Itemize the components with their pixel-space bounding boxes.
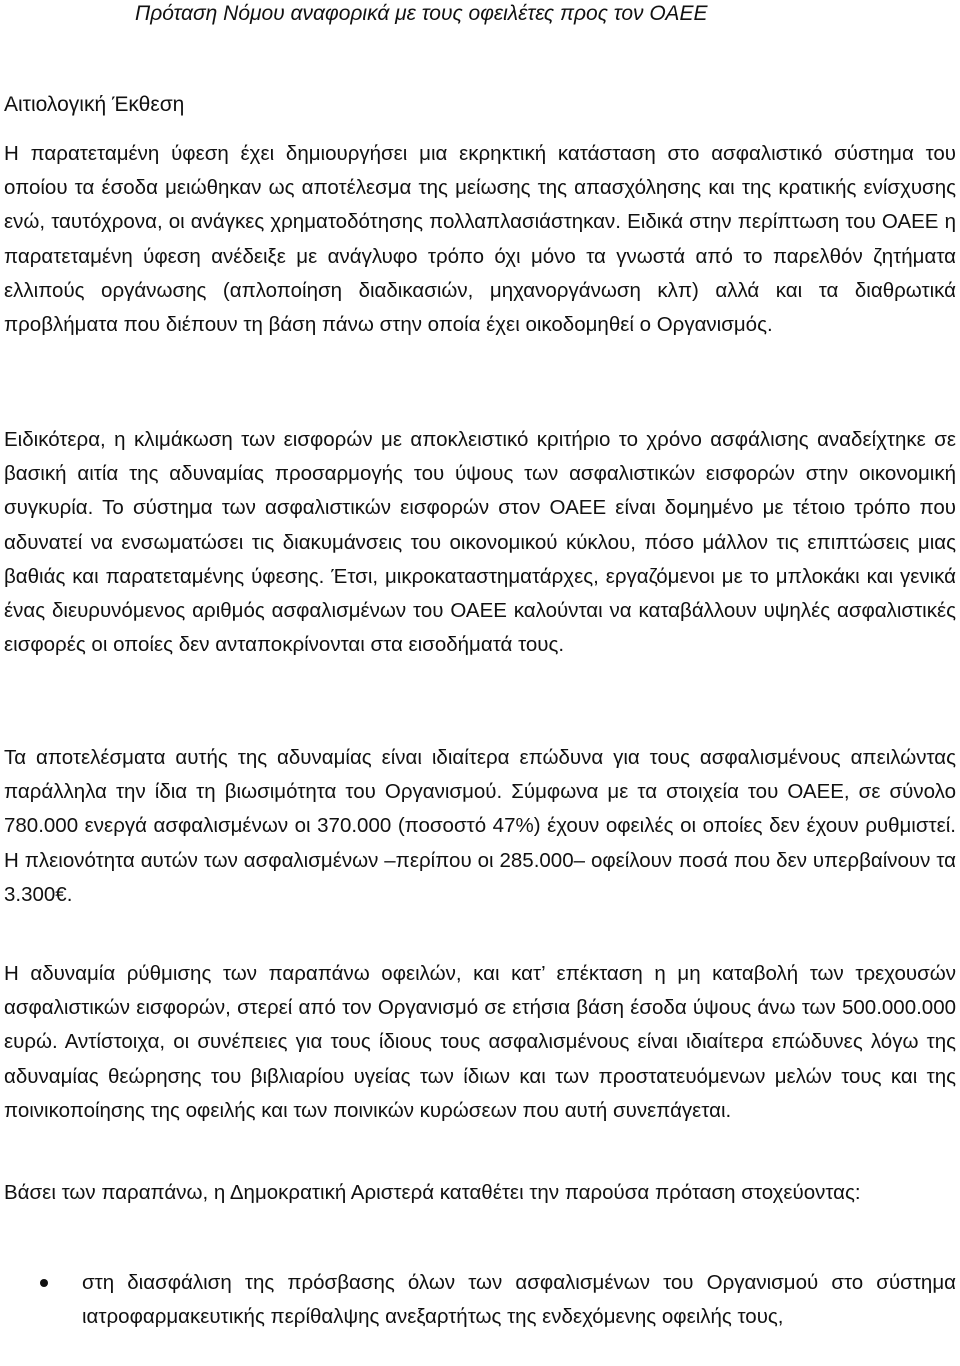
paragraph-5: Βάσει των παραπάνω, η Δημοκρατική Αριστερά καταθέτει την παρούσα πρόταση στοχεύοντας: [4,1181,861,1204]
paragraph-1: Η παρατεταμένη ύφεση έχει δημιουργήσει μια εκρηκτική κατάσταση στο ασφαλιστικό σύστημα του οποίου τα έσοδα μειώθηκαν ως αποτέλεσμα της μείωσης της απασχόλησης και της κρατικής ενίσχυσης ενώ, ταυτόχρονα, οι ανάγκες χρηματοδότησης πολλαπλασιάστηκαν. Ειδικά στην περίπτωση του ΟΑΕΕ η παρατεταμένη ύφεση ανέδειξε με ανάγλυφο τρόπο όχι μόνο τα γνωστά από το παρελθόν ζητήματα ελλιπούς οργάνωσης (απλοποίηση διαδικασιών, μηχανοργάνωση κλπ) αλλά και τα διαθρωτικά προβλήματα που διέπουν τη βάση πάνω στην οποία έχει οικοδομηθεί ο Οργανισμός. [4,142,956,337]
paragraph-3: Τα αποτελέσματα αυτής της αδυναμίας είναι ιδιαίτερα επώδυνα για τους ασφαλισμένους απειλώντας παράλληλα την ίδια τη βιωσιμότητα του Οργανισμού. Σύμφωνα με τα στοιχεία του ΟΑΕΕ, σε σύνολο 780.000 ενεργά ασφαλισμένων οι 370.000 (ποσοστό 47%) έχουν οφειλές οι οποίες δεν έχουν ρυθμιστεί. Η πλειονότητα αυτών των ασφαλισμένων –περίπου οι 285.000– οφείλουν ποσά που δεν υπερβαίνουν τα 3.300€. [4,746,956,906]
paragraph-2: Ειδικότερα, η κλιμάκωση των εισφορών με αποκλειστικό κριτήριο το χρόνο ασφάλισης αναδείχτηκε σε βασική αιτία της αδυναμίας προσαρμογής του ύψους των ασφαλιστικών εισφορών στην οικονομική συγκυρία. Το σύστημα των ασφαλιστικών εισφορών στον ΟΑΕΕ είναι δομημένο με τέτοιο τρόπο που αδυνατεί να ενσωματώσει τις διακυμάνσεις του οικονομικού κύκλου, πόσο μάλλον τις επιπτώσεις μιας βαθιάς και παρατεταμένης ύφεσης. Έτσι, μικροκαταστηματάρχες, εργαζόμενοι με το μπλοκάκι και γενικά ένας διευρυνόμενος αριθμός ασφαλισμένων του ΟΑΕΕ καλούνται να καταβάλλουν υψηλές ασφαλιστικές εισφορές οι οποίες δεν ανταποκρίνονται στα εισοδήματά τους. [4,428,956,657]
document-title: Πρόταση Νόμου αναφορικά με τους οφειλέτες προς τον ΟΑΕΕ [135,2,708,25]
bullet-point-icon [40,1279,48,1287]
section-heading: Αιτιολογική Έκθεση [4,93,185,116]
bullet-list [0,1266,960,1334]
paragraph-4: Η αδυναμία ρύθμισης των παραπάνω οφειλών, και κατ’ επέκταση η μη καταβολή των τρεχουσών ασφαλιστικών εισφορών, στερεί από τον Οργανισμό σε ετήσια βάση έσοδα ύψους άνω των 500.000.000 ευρώ. Αντίστοιχα, οι συνέπειες για τους ίδιους τους ασφαλισμένους είναι ιδιαίτερα επώδυνες λόγω της αδυναμίας θεώρησης του βιβλιαρίου υγείας των ίδιων και των προστατευόμενων μελών τους και της ποινικοποίησης της οφειλής και των ποινικών κυρώσεων που αυτή συνεπάγεται. [4,962,956,1122]
list-item [0,1266,960,1334]
bullet-text: στη διασφάλιση της πρόσβασης όλων των ασφαλισμένων του Οργανισμού στο σύστημα ιατροφαρμακευτικής περίθαλψης ανεξαρτήτως της ενδεχόμενης οφειλής τους, [82,1271,956,1329]
